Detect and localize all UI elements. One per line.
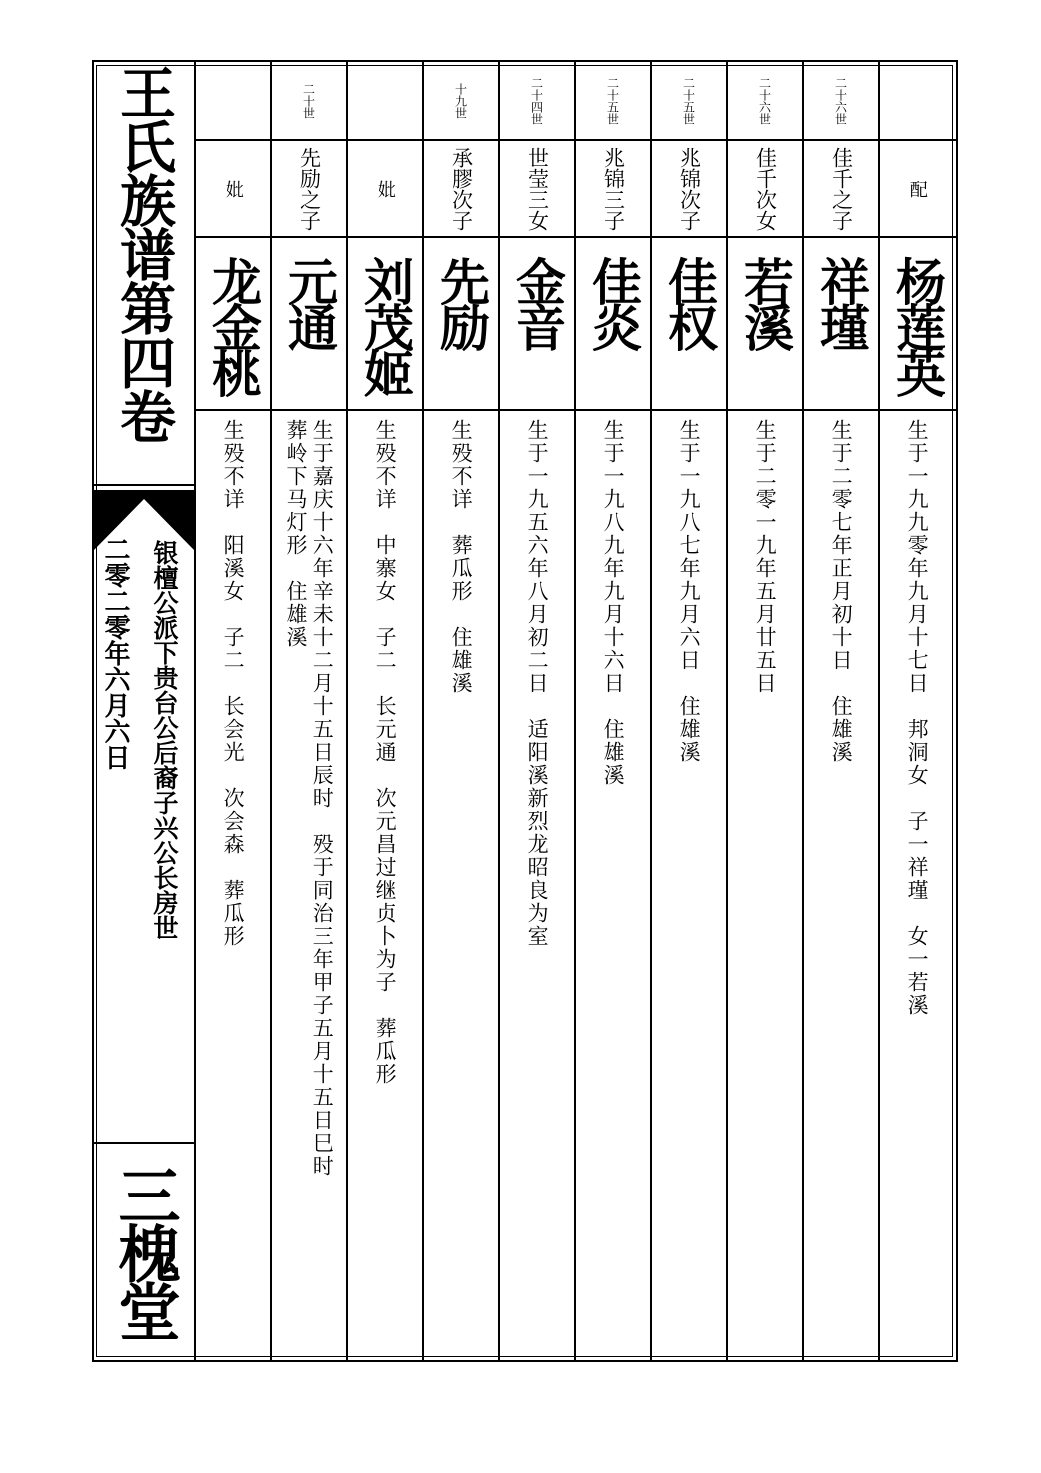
relation-cell <box>272 141 346 237</box>
relation-cell <box>804 141 878 237</box>
person-detail: 生于二零七年正月初十日 住雄溪 <box>829 419 854 764</box>
relation-label: 承膠次子 <box>449 147 474 231</box>
entry-column <box>422 62 498 1360</box>
relation-label: 妣 <box>222 180 244 198</box>
relation-cell <box>728 141 802 237</box>
book-title: 王氏族谱第四卷 <box>111 64 177 442</box>
relation-label: 妣 <box>374 180 396 198</box>
generation-cell <box>424 62 498 140</box>
spine <box>94 62 194 1360</box>
detail-cell <box>272 411 346 1360</box>
generation-cell <box>348 62 422 140</box>
relation-label: 佳千之子 <box>829 147 854 231</box>
name-cell <box>728 238 802 410</box>
person-name: 刘茂姬 <box>356 256 415 394</box>
entry-column <box>726 62 802 1360</box>
name-cell <box>196 238 270 410</box>
relation-label: 兆锦次子 <box>677 147 702 231</box>
entry-column <box>650 62 726 1360</box>
person-name: 杨莲英 <box>888 256 947 394</box>
generation-label: 二十六世 <box>757 77 772 125</box>
person-name: 佳权 <box>660 256 719 348</box>
generation-label: 二十四世 <box>529 77 544 125</box>
person-detail: 生殁不详 中寨女 子二 长元通 次元昌过继贞卜为子 葬瓜形 <box>373 419 398 1086</box>
entry-column <box>346 62 422 1360</box>
relation-cell <box>424 141 498 237</box>
detail-cell <box>652 411 726 1360</box>
relation-label: 佳千次女 <box>753 147 778 231</box>
detail-cell <box>348 411 422 1360</box>
person-detail: 生于一九九零年九月十七日 邦洞女 子一祥瑾 女一若溪 <box>905 419 930 1017</box>
spine-title-box <box>94 64 194 484</box>
compile-date: 二零二零年六月六日 <box>100 536 130 770</box>
person-name: 若溪 <box>736 256 795 348</box>
detail-cell <box>804 411 878 1360</box>
name-cell <box>272 238 346 410</box>
entry-column <box>802 62 878 1360</box>
person-detail: 生于一九五六年八月初二日 适阳溪新烈龙昭良为室 <box>525 419 550 948</box>
relation-label: 世莹三女 <box>525 147 550 231</box>
detail-cell <box>880 411 954 1360</box>
detail-cell <box>196 411 270 1360</box>
person-name: 元通 <box>280 256 339 348</box>
detail-cell <box>576 411 650 1360</box>
generation-label: 二十六世 <box>833 77 848 125</box>
relation-cell <box>652 141 726 237</box>
person-name: 佳炎 <box>584 256 643 348</box>
name-cell <box>348 238 422 410</box>
entry-column <box>574 62 650 1360</box>
person-detail: 生于一九八七年九月六日 住雄溪 <box>677 419 702 764</box>
detail-cell <box>424 411 498 1360</box>
generation-label: 二十世 <box>301 83 316 119</box>
person-name: 金音 <box>508 256 567 348</box>
hall-name: 三槐堂 <box>108 1164 181 1338</box>
relation-label: 先励之子 <box>297 147 322 231</box>
relation-cell <box>576 141 650 237</box>
generation-cell <box>272 62 346 140</box>
detail-cell <box>728 411 802 1360</box>
entry-column <box>878 62 954 1360</box>
generation-cell <box>880 62 954 140</box>
generation-cell <box>652 62 726 140</box>
generation-cell <box>500 62 574 140</box>
generation-label: 二十五世 <box>605 77 620 125</box>
name-cell <box>880 238 954 410</box>
person-detail: 生于嘉庆十六年辛未十二月十五日辰时 殁于同治三年甲子五月十五日巳时 葬岭下马灯形 住雄溪 <box>284 419 335 1178</box>
relation-cell <box>196 141 270 237</box>
relation-label: 配 <box>906 180 928 198</box>
person-name: 龙金桃 <box>204 256 263 394</box>
person-name: 先励 <box>432 256 491 348</box>
person-name: 祥瑾 <box>812 256 871 348</box>
name-cell <box>500 238 574 410</box>
hall-name-box <box>94 1144 194 1358</box>
relation-label: 兆锦三子 <box>601 147 626 231</box>
generation-cell <box>196 62 270 140</box>
lineage-subtitle: 银檀公派下贵台公后裔子兴公长房世 <box>150 540 179 940</box>
detail-cell <box>500 411 574 1360</box>
name-cell <box>652 238 726 410</box>
generation-cell <box>576 62 650 140</box>
generation-cell <box>728 62 802 140</box>
person-detail: 生殁不详 阳溪女 子二 长会光 次会森 葬瓜形 <box>221 419 246 948</box>
entry-column <box>194 62 270 1360</box>
generation-label: 二十五世 <box>681 77 696 125</box>
entry-column <box>270 62 346 1360</box>
person-detail: 生于二零一九年五月廿五日 <box>753 419 778 695</box>
generation-cell <box>804 62 878 140</box>
relation-cell <box>500 141 574 237</box>
name-cell <box>804 238 878 410</box>
generation-label: 十九世 <box>453 83 468 119</box>
entry-column <box>498 62 574 1360</box>
relation-cell <box>880 141 954 237</box>
person-detail: 生殁不详 葬瓜形 住雄溪 <box>449 419 474 695</box>
person-detail: 生于一九八九年九月十六日 住雄溪 <box>601 419 626 787</box>
relation-cell <box>348 141 422 237</box>
name-cell <box>424 238 498 410</box>
name-cell <box>576 238 650 410</box>
spine-divider-top <box>94 484 194 486</box>
